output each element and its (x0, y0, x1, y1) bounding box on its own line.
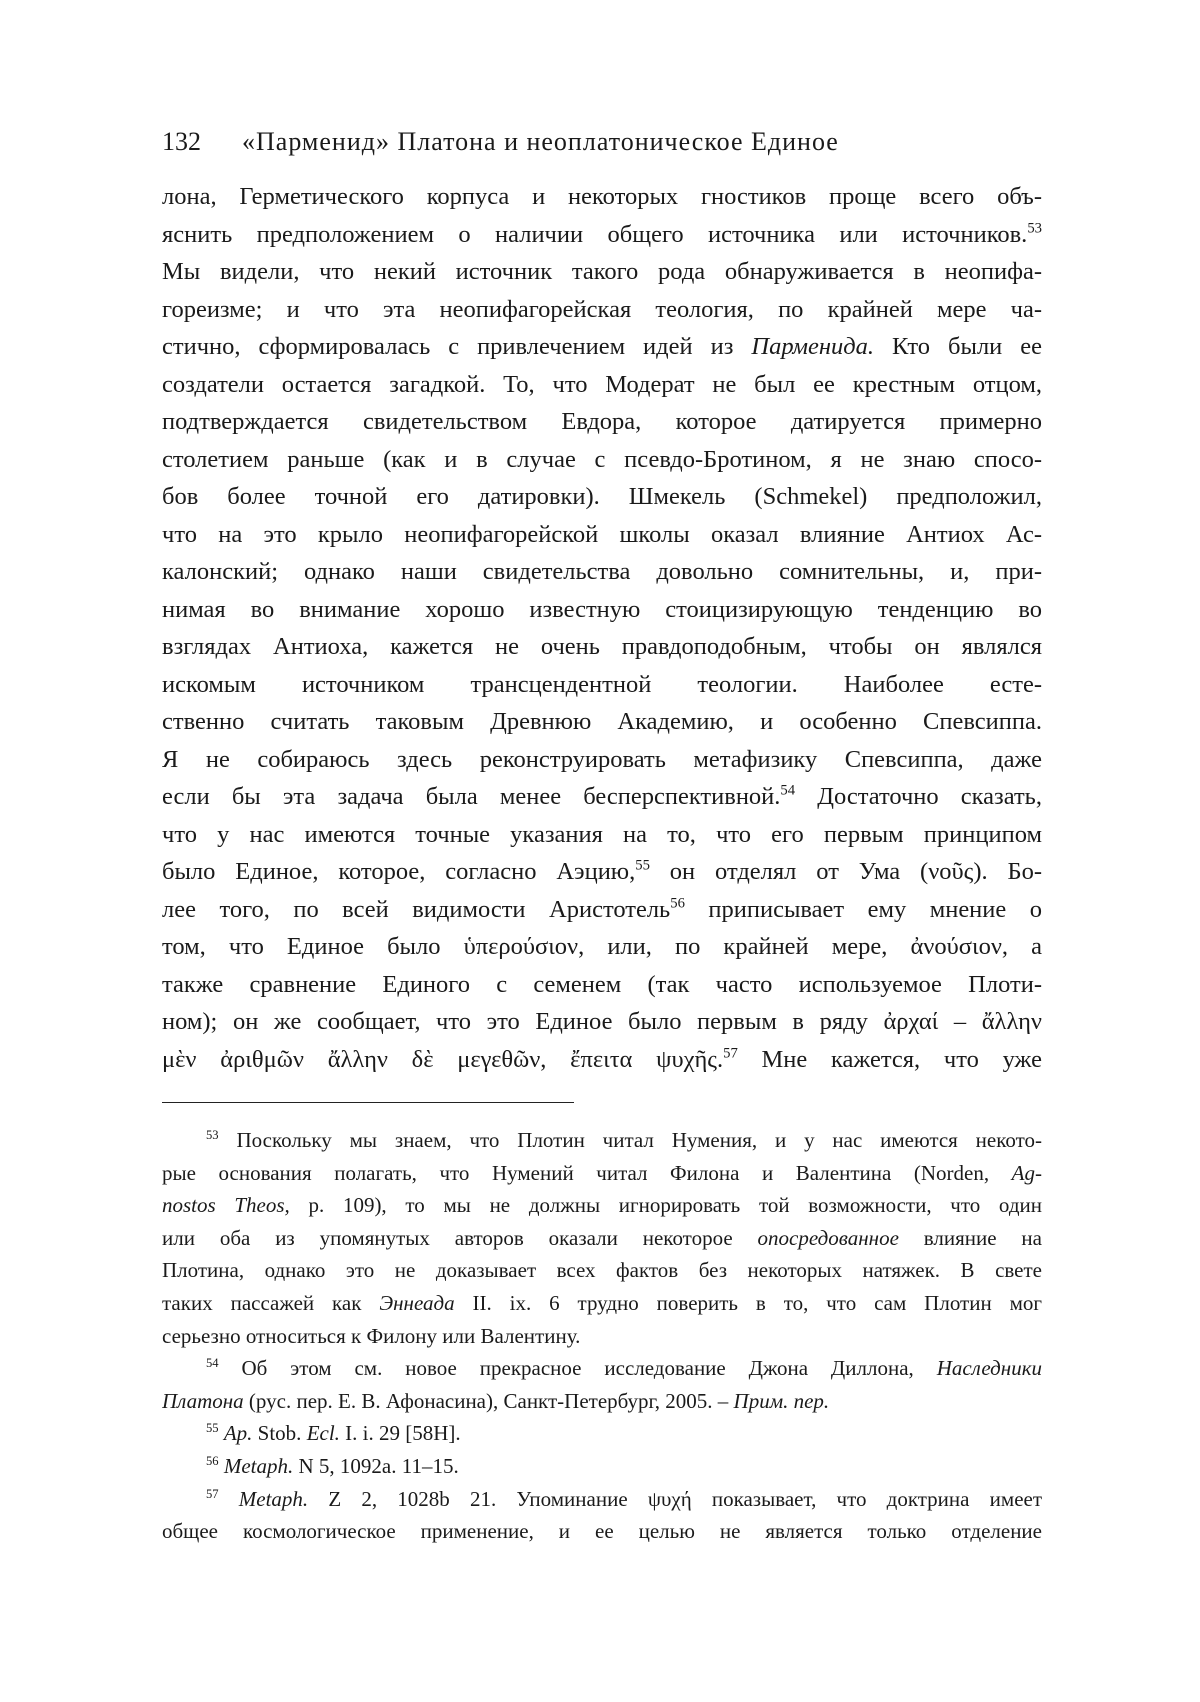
text-line: бов более точной его датировки). Шмекель (Schmekel) предположил, (162, 483, 1042, 510)
footnote-line: Плотина, однако это не доказывает всех фактов без некоторых натяжек. В свете (162, 1258, 1042, 1283)
footnote-54: $^{54}$ Об этом см. новое прекрасное исследование Джона Диллона, Наследники (206, 1355, 1042, 1381)
footnote-ref-54[interactable]: 54 (780, 782, 796, 799)
footnote-ref-53[interactable]: 53 (1027, 219, 1042, 236)
text-line: если бы эта задача была менее бесперспективной.$^{54}$ Достаточно сказать, (162, 782, 1042, 810)
italic-title: Парменида. (751, 333, 875, 360)
footnote-line: общее космологическое применение, и ее целью не является только отделение (162, 1519, 1042, 1544)
footnote-ref-57[interactable]: 57 (723, 1044, 738, 1061)
footnote-57: $^{57}$ Metaph. Z 2, 1028b 21. Упоминание ψυχή показывает, что доктрина имеет (206, 1486, 1042, 1511)
text-line: нимая во внимание хорошо известную стоицизирующую тенденцию во (162, 595, 1042, 623)
text-line: создатели остается загадкой. То, что Модерат не был ее крестным отцом, (162, 370, 1042, 398)
text-line: было Единое, которое, согласно Аэцию,$^{55}$ он отделял от Ума (νοῦς). Бо- (162, 857, 1042, 885)
running-title: «Парменид» Платона и неоплатоническое Единое (242, 127, 839, 156)
footnote-number: 54 (206, 1355, 219, 1370)
text-line: Я не собираюсь здесь реконструировать метафизику Спевсиппа, даже (162, 745, 1042, 773)
text-line: калонский; однако наши свидетельства довольно сомнительны, и, при- (162, 558, 1042, 585)
footnote-separator (162, 1102, 574, 1103)
footnote-55: $^{55}$ Ap. Stob. Ecl. I. i. 29 [58H]. (206, 1421, 461, 1446)
text-line: том, что Единое было ὑπερούσιον, или, по крайней мере, ἀνούσιον, а (162, 933, 1042, 960)
footnote-ref-55[interactable]: 55 (635, 857, 650, 874)
text-line: μὲν ἀριθμῶν ἄλλην δὲ μεγεθῶν, ἔπειτα ψυχῆς.$^{57}$ Мне кажется, что уже (162, 1044, 1042, 1073)
text-line: лее того, по всей видимости Аристотель$^{56}$ приписывает ему мнение о (162, 894, 1042, 923)
text-line: также сравнение Единого с семенем (так часто используемое Плоти- (162, 970, 1042, 998)
text-line: столетием раньше (как и в случае с псевдо-Бротином, я не знаю спосо- (162, 445, 1042, 473)
text-line: Мы видели, что некий источник такого рода обнаруживается в неопифа- (162, 258, 1042, 285)
footnote-number: 55 (206, 1421, 219, 1436)
footnote-line: Платона (рус. пер. Е. В. Афонасина), Санкт-Петербург, 2005. – Прим. пер. (162, 1388, 830, 1413)
text-line: гореизме; и что эта неопифагорейская теология, по крайней мере ча- (162, 295, 1042, 323)
text-line: стично, сформировалась с привлечением идей из Парменида. Кто были ее (162, 333, 1042, 360)
footnote-53: $^{53}$ Поскольку мы знаем, что Плотин читал Нумения, и у нас имеются некото- (206, 1127, 1042, 1152)
footnote-line: таких пассажей как Эннеада II. ix. 6 трудно поверить в то, что сам Плотин мог (162, 1290, 1042, 1315)
footnote-line: рые основания полагать, что Нумений читал Филона и Валентина (Norden, Ag- (162, 1160, 1042, 1185)
footnote-line: или оба из упомянутых авторов оказали некоторое опосредованное влияние на (162, 1225, 1042, 1250)
text-line: лона, Герметического корпуса и некоторых гностиков проще всего объ- (162, 183, 1042, 210)
footnote-ref-56[interactable]: 56 (670, 894, 685, 911)
footnote-line: серьезно относиться к Филону или Валентину. (162, 1323, 581, 1348)
text-line: ном); он же сообщает, что это Единое было первым в ряду ἀρχαί – ἄλλην (162, 1008, 1042, 1035)
text-line: яснить предположением о наличии общего источника или источников.$^{53}$ (162, 219, 1042, 248)
footnote-number: 57 (206, 1486, 219, 1501)
footnote-number: 53 (206, 1127, 219, 1142)
page-number: 132 (162, 127, 201, 156)
running-header (162, 122, 1042, 162)
text-line: что на это крыло неопифагорейской школы оказал влияние Антиох Ас- (162, 520, 1042, 548)
footnotes (162, 1124, 1042, 1548)
footnote-line: nostos Theos, p. 109), то мы не должны игнорировать той возможности, что один (162, 1193, 1042, 1218)
text-line: искомым источником трансцендентной теологии. Наиболее есте- (162, 670, 1042, 698)
text-line: подтверждается свидетельством Евдора, которое датируется примерно (162, 408, 1042, 435)
text-line: что у нас имеются точные указания на то, что его первым принципом (162, 820, 1042, 848)
text-line: ственно считать таковым Древнюю Академию, и особенно Спевсиппа. (162, 708, 1042, 735)
text-line: взглядах Антиоха, кажется не очень правдоподобным, чтобы он являлся (162, 633, 1042, 660)
footnote-56: $^{56}$ Metaph. N 5, 1092a. 11–15. (206, 1453, 459, 1478)
main-text (162, 178, 1042, 1078)
footnote-number: 56 (206, 1453, 219, 1468)
